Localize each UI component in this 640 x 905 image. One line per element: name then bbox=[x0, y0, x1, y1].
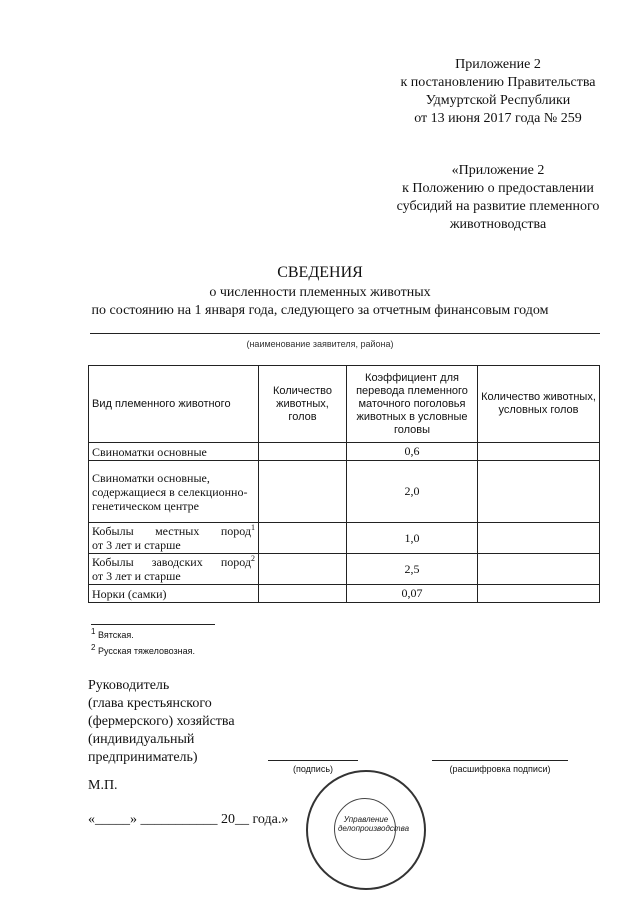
appendix-date-line: от 13 июня 2017 года № 259 bbox=[414, 111, 582, 126]
animal-name bbox=[89, 523, 259, 554]
date-line bbox=[88, 812, 288, 828]
table-row bbox=[89, 585, 600, 603]
footnote-mark: 2 bbox=[91, 643, 96, 652]
conditional-count-cell[interactable] bbox=[478, 585, 600, 603]
stamp-place-label: М.П. bbox=[88, 778, 118, 793]
conditional-count-cell[interactable] bbox=[478, 554, 600, 585]
signer-line: предприниматель) bbox=[88, 750, 198, 765]
date-month[interactable]: ___________ bbox=[140, 812, 218, 827]
table-header-row bbox=[89, 366, 600, 443]
conditional-count-cell[interactable] bbox=[478, 523, 600, 554]
conditional-count-cell[interactable] bbox=[478, 443, 600, 461]
animal-name-part: от 3 лет и старше bbox=[92, 569, 181, 583]
coefficient-cell: 1,0 bbox=[347, 523, 478, 554]
appendix-ref-line: к постановлению Правительства bbox=[400, 75, 596, 90]
col-header-count-heads: Количество животных, голов bbox=[259, 366, 347, 443]
footnote bbox=[91, 627, 134, 640]
signature-line[interactable] bbox=[268, 760, 358, 761]
animals-table bbox=[88, 365, 600, 603]
footnote-mark: 2 bbox=[251, 554, 255, 563]
animal-name-part: Кобылы bbox=[92, 555, 134, 569]
stamp-line: Управление bbox=[343, 815, 389, 824]
conditional-count-cell[interactable] bbox=[478, 461, 600, 523]
decoding-line[interactable] bbox=[432, 760, 568, 761]
animal-name: Свиноматки основные bbox=[89, 443, 259, 461]
animal-name: Свиноматки основные, содержащиеся в селекционно-генетическом центре bbox=[89, 461, 259, 523]
appendix-ref-line: Удмуртской Республики bbox=[425, 93, 571, 108]
coefficient-cell: 2,5 bbox=[347, 554, 478, 585]
footnote-text: Русская тяжеловозная. bbox=[97, 646, 196, 656]
appendix2-ref-line: к Положению о предоставлении bbox=[402, 181, 594, 196]
signer-line: (индивидуальный bbox=[88, 732, 195, 747]
animal-name-part: Кобылы bbox=[92, 524, 134, 538]
document-subtitle bbox=[0, 284, 640, 320]
coefficient-cell: 0,6 bbox=[347, 443, 478, 461]
signer-block bbox=[88, 677, 235, 767]
date-year[interactable]: 20__ года.» bbox=[221, 812, 289, 827]
footnote-mark: 1 bbox=[91, 627, 96, 636]
animal-name-part: от 3 лет и старше bbox=[92, 538, 181, 552]
col-header-animal-type: Вид племенного животного bbox=[89, 366, 259, 443]
count-cell[interactable] bbox=[259, 461, 347, 523]
appendix-header-2 bbox=[386, 162, 610, 234]
subtitle-line: по состоянию на 1 января года, следующего за отчетным финансовым годом bbox=[91, 303, 549, 318]
animal-name-part: пород bbox=[220, 524, 251, 538]
col-header-conditional-heads: Количество животных, условных голов bbox=[478, 366, 600, 443]
animal-name: Норки (самки) bbox=[89, 585, 259, 603]
applicant-caption: (наименование заявителя, района) bbox=[246, 339, 394, 349]
decoding-caption: (расшифровка подписи) bbox=[449, 764, 551, 774]
footnote bbox=[91, 643, 196, 656]
animal-name-part: заводских bbox=[151, 555, 203, 569]
footnote-text: Вятская. bbox=[97, 630, 134, 640]
animal-name-part: местных bbox=[155, 524, 200, 538]
count-cell[interactable] bbox=[259, 523, 347, 554]
signature-caption: (подпись) bbox=[292, 764, 334, 774]
subtitle-line: о численности племенных животных bbox=[209, 285, 431, 300]
coefficient-cell: 0,07 bbox=[347, 585, 478, 603]
signer-line: (фермерского) хозяйства bbox=[88, 714, 235, 729]
date-day[interactable]: «_____» bbox=[88, 812, 137, 827]
table-row bbox=[89, 461, 600, 523]
table-row bbox=[89, 554, 600, 585]
appendix2-ref-line: субсидий на развитие племенного bbox=[396, 199, 600, 214]
count-cell[interactable] bbox=[259, 443, 347, 461]
animal-name bbox=[89, 554, 259, 585]
count-cell[interactable] bbox=[259, 585, 347, 603]
footnote-separator bbox=[91, 624, 215, 625]
applicant-name-line[interactable] bbox=[90, 333, 600, 334]
table-row bbox=[89, 523, 600, 554]
coefficient-cell: 2,0 bbox=[347, 461, 478, 523]
count-cell[interactable] bbox=[259, 554, 347, 585]
document-title: СВЕДЕНИЯ bbox=[277, 264, 363, 281]
stamp-line: делопроизводства bbox=[338, 824, 410, 833]
stamp-text bbox=[338, 815, 410, 833]
appendix-header bbox=[386, 56, 610, 128]
footnote-mark: 1 bbox=[251, 523, 255, 532]
table-row bbox=[89, 443, 600, 461]
col-header-coefficient: Коэффициент для перевода племенного маточного поголовья животных в условные головы bbox=[347, 366, 478, 443]
appendix2-ref-line: животноводства bbox=[449, 217, 547, 232]
animal-name-part: пород bbox=[220, 555, 251, 569]
signer-line: Руководитель bbox=[88, 678, 170, 693]
appendix-title: Приложение 2 bbox=[455, 57, 541, 72]
appendix2-title: «Приложение 2 bbox=[451, 163, 545, 178]
signer-line: (глава крестьянского bbox=[88, 696, 212, 711]
